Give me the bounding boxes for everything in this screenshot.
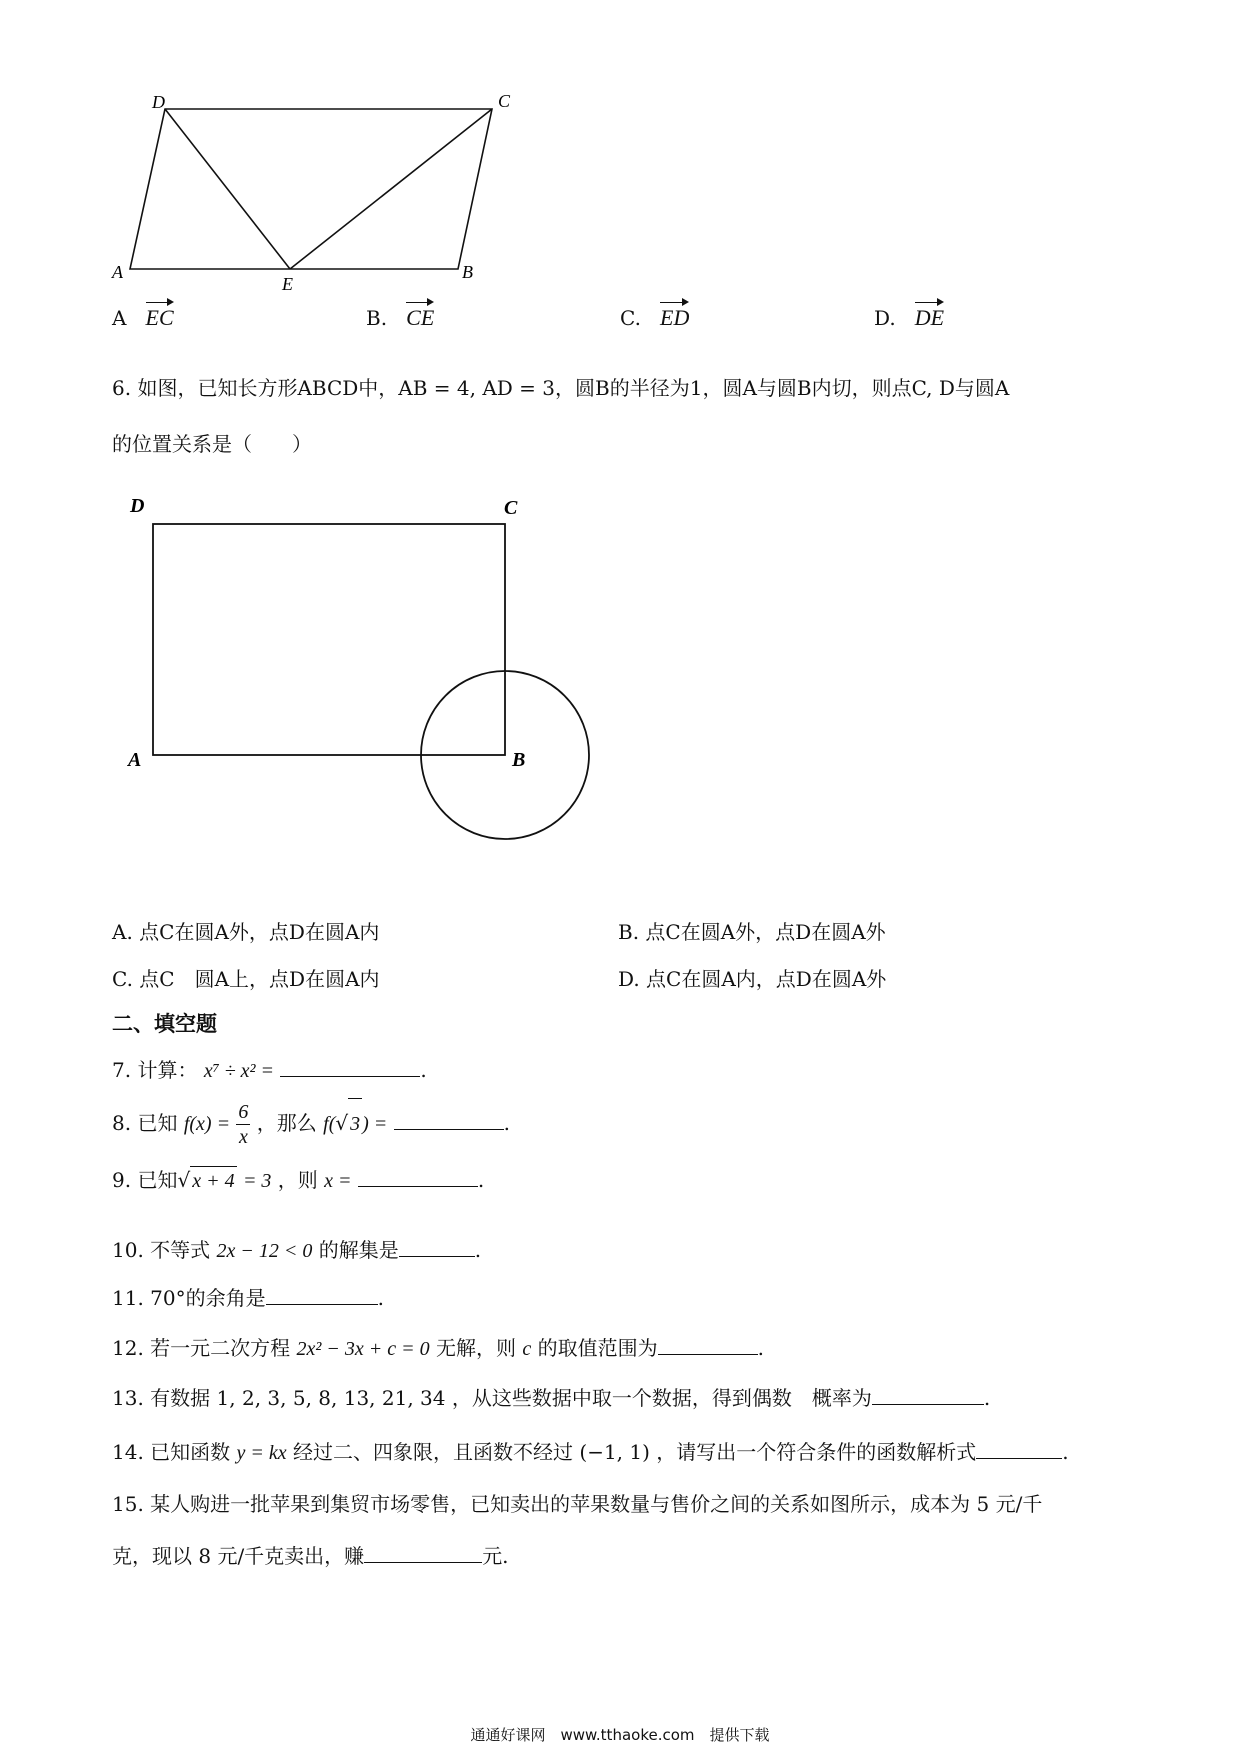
page-footer: 通通好课网 www.tthaoke.com 提供下载 [470, 1726, 770, 1744]
q14-mid2: ，请写出一个符合条件的函数解析式 [656, 1440, 977, 1464]
q9-x: x = [324, 1170, 352, 1192]
q8-numerator: 6 [238, 1101, 249, 1123]
q10-prefix: 10. 不等式 [112, 1238, 211, 1262]
q12 [112, 1332, 764, 1363]
q12-c: c [522, 1338, 532, 1360]
q9-suffix: . [477, 1168, 485, 1192]
q11-prefix: 11. [112, 1286, 144, 1310]
q13-suffix: . [983, 1386, 991, 1410]
q6-label-A: A [128, 749, 142, 771]
q5-label-A: A [112, 262, 123, 282]
option-letter: A [112, 306, 127, 330]
q5-label-C: C [498, 91, 511, 111]
q6-stem-line1: 6. 如图，已知长方形ABCD中，AB = 4, AD = 3，圆B的半径为1，圆A与圆B内切，则点C, D与圆A [112, 376, 1010, 400]
q8-answer-blank[interactable] [394, 1107, 504, 1130]
q5-option-c [620, 300, 689, 332]
q12-mid: 无解，则 [436, 1336, 517, 1360]
q15-suffix: 元. [482, 1544, 509, 1568]
q12-answer-blank[interactable] [658, 1332, 758, 1355]
q8-f2: f( [323, 1113, 336, 1135]
q11-mid: 的余角是 [185, 1286, 266, 1310]
q6-figure [120, 490, 600, 850]
q10-expr: 2x − 12 < 0 [216, 1240, 313, 1262]
q11-suffix: . [377, 1286, 384, 1310]
q8-denominator: x [238, 1126, 248, 1148]
q12-expr: 2x² − 3x + c = 0 [296, 1338, 430, 1360]
q12-suffix: . [757, 1336, 764, 1360]
q13-mid: ，从这些数据中取一个数据，得到偶数 概率为 [451, 1386, 872, 1410]
q7-suffix: . [420, 1058, 427, 1082]
q10 [112, 1234, 481, 1265]
q14-expr: y = kx [236, 1442, 287, 1464]
q15-line1: 15. 某人购进一批苹果到集贸市场零售，已知卖出的苹果数量与售价之间的关系如图所示，成本为 5 元/千 [112, 1492, 1043, 1516]
q9-answer-blank[interactable] [358, 1164, 478, 1187]
q9-mid: ，则 [277, 1168, 318, 1192]
q10-answer-blank[interactable] [399, 1234, 475, 1257]
q12-mid2: 的取值范围为 [537, 1336, 658, 1360]
q8-prefix: 8. 已知 [112, 1111, 178, 1135]
q8-function: f(x) = [183, 1113, 231, 1135]
vector-ec: EC [146, 300, 174, 332]
q5-label-D: D [152, 92, 165, 112]
q5-figure [100, 85, 540, 295]
q8-f2end: ) = [362, 1113, 388, 1135]
q5-option-a [112, 300, 174, 332]
q10-mid: 的解集是 [318, 1238, 399, 1262]
q8-suffix: . [503, 1111, 510, 1135]
option-letter: D. [874, 306, 896, 330]
q6-label-D: D [130, 495, 145, 517]
q14-mid: 经过二、四象限，且函数不经过 [293, 1440, 574, 1464]
vector-ce: CE [406, 300, 434, 332]
q14 [112, 1436, 1069, 1467]
q14-suffix: . [1062, 1440, 1069, 1464]
q6-label-C: C [504, 497, 518, 519]
q10-suffix: . [474, 1238, 482, 1262]
q11-expr: 70° [150, 1286, 186, 1310]
q8-fraction [236, 1100, 250, 1149]
q5-label-E: E [282, 274, 293, 294]
q9: 9. 已知√ x + 4 = 3 ，则 x = . [112, 1164, 484, 1195]
q7-answer-blank[interactable] [280, 1054, 420, 1077]
q14-answer-blank[interactable] [976, 1436, 1062, 1459]
q8-radicand: 3 [348, 1098, 362, 1149]
q5-label-B: B [462, 262, 473, 282]
q8: 8. 已知 f(x) = $\frac{6}{x}$ ，那么 f(√ 3 ) = . [112, 1098, 510, 1149]
q6-option-b: B. 点C在圆A外，点D在圆A外 [618, 920, 886, 944]
q13-prefix: 13. 有数据 [112, 1386, 211, 1410]
q11 [112, 1282, 384, 1312]
q9-eq: = 3 [242, 1170, 272, 1192]
q9-radicand: x + 4 [190, 1166, 236, 1195]
q7-expr: x⁷ ÷ x² = [203, 1060, 274, 1082]
q15-prefix: 克，现以 8 元/千克卖出，赚 [112, 1544, 365, 1568]
q11-answer-blank[interactable] [266, 1282, 378, 1305]
q13-answer-blank[interactable] [872, 1382, 984, 1405]
q8-mid: ，那么 [256, 1111, 317, 1135]
q13 [112, 1382, 990, 1412]
q7-prefix: 7. 计算： [112, 1058, 198, 1082]
q9-prefix: 9. 已知 [112, 1168, 178, 1192]
q6-option-c: C. 点C 圆A上，点D在圆A内 [112, 967, 380, 991]
vector-ed: ED [660, 300, 689, 332]
q15-answer-blank[interactable] [364, 1540, 482, 1563]
section-heading: 二、填空题 [112, 1012, 217, 1036]
option-letter: B. [366, 306, 388, 330]
q12-prefix: 12. 若一元二次方程 [112, 1336, 291, 1360]
q14-point: (−1, 1) [579, 1440, 650, 1464]
option-letter: C. [620, 306, 641, 330]
q6-stem-line2: 的位置关系是（ ） [112, 432, 312, 456]
q5-option-b [366, 300, 434, 332]
q6-option-d: D. 点C在圆A内，点D在圆A外 [618, 967, 887, 991]
q15-line2 [112, 1540, 509, 1570]
q13-expr: 1, 2, 3, 5, 8, 13, 21, 34 [216, 1386, 446, 1410]
q6-label-B: B [512, 749, 526, 771]
q5-option-d [874, 300, 944, 332]
q6-option-a: A. 点C在圆A外，点D在圆A内 [112, 920, 380, 944]
q14-prefix: 14. 已知函数 [112, 1440, 231, 1464]
q7 [112, 1054, 427, 1085]
vector-de: DE [915, 300, 944, 332]
